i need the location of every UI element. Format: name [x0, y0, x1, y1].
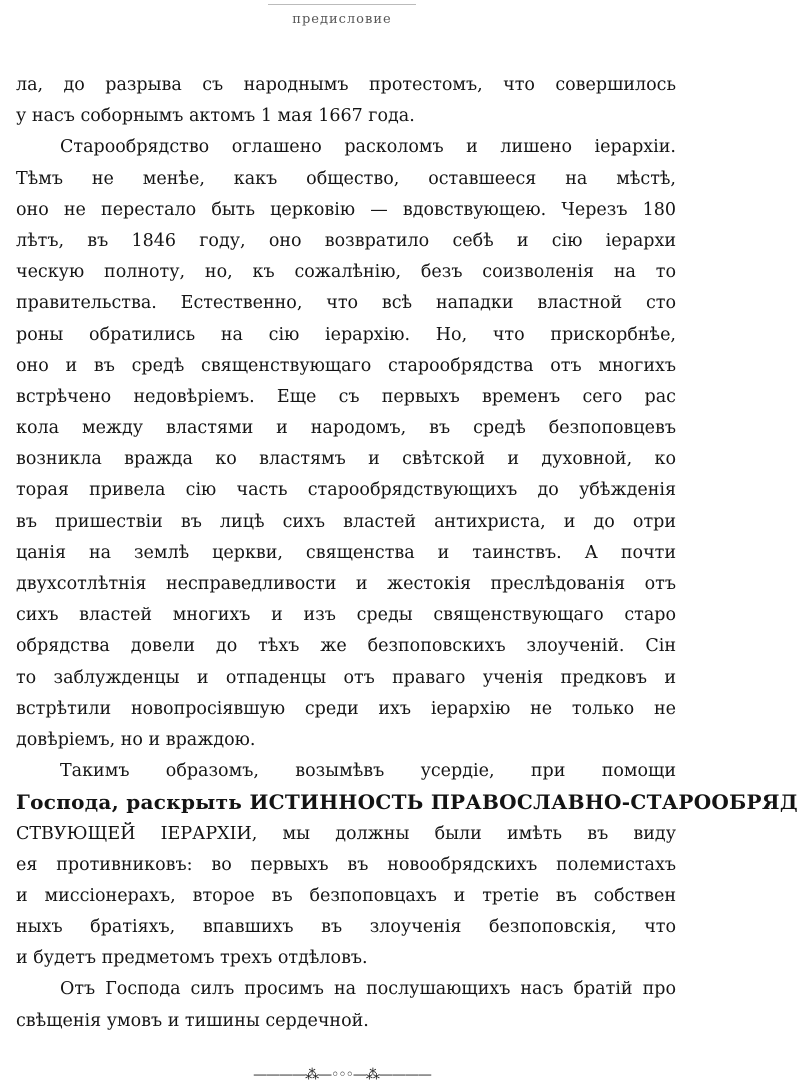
text-line: оно и въ средѣ священствующаго старообрядства отъ многихъ: [16, 355, 676, 376]
text-line: ла, до разрыва съ народнымъ протестомъ, что совершилось: [16, 75, 676, 95]
text-line: роны обратились на сію іерархію. Но, что прискорбнѣе,: [16, 324, 676, 345]
paragraph-start-line: Такимъ образомъ, возымѣвъ усердіе, при помощи: [60, 761, 676, 782]
text-line: встрѣтили новопросіявшую среди ихъ іерархію не только не: [16, 698, 676, 719]
text-line: у насъ соборнымъ актомъ 1 мая 1667 года.: [16, 106, 415, 127]
text-line: торая привела сію часть старообрядствующихъ до убѣжденія: [16, 480, 676, 501]
body-text: [16, 70, 798, 1037]
text-line: правительства. Естественно, что всѣ нападки властной сто: [16, 293, 676, 314]
text-line: лѣтъ, въ 1846 году, оно возвратило себѣ и сію іерархи: [16, 230, 676, 251]
text-line-emphasis: СТВУЮЩЕЙ ІЕРАРХІИ, мы должны были имѣть въ виду: [16, 823, 676, 844]
text-line: и миссіонерахъ, второе въ безпоповцахъ и третіе въ собствен: [16, 885, 676, 906]
text-line: обрядства довели до тѣхъ же безпоповскихъ злоученій. Сін: [16, 636, 676, 657]
paragraph-start-line: Старообрядство оглашено расколомъ и лишено іерархіи.: [60, 137, 676, 158]
text-line: то заблужденцы и отпаденцы отъ праваго ученія предковъ и: [16, 667, 676, 688]
text-line: кола между властями и народомъ, въ средѣ безпоповцевъ: [16, 418, 676, 439]
text-line: двухсотлѣтнія несправедливости и жестокія преслѣдованія отъ: [16, 574, 676, 594]
text-line: ческую полноту, но, къ сожалѣнію, безъ соизволенія на то: [16, 262, 676, 283]
text-line: возникла вражда ко властямъ и свѣтской и духовной, ко: [16, 449, 676, 470]
text-line-emphasis: Господа, раскрыть ИСТИННОСТЬ ПРАВОСЛАВНО-СТАРООБРЯД: [16, 790, 798, 815]
running-header: [0, 12, 684, 27]
text-line: свѣщенія умовъ и тишины сердечной.: [16, 1010, 369, 1031]
text-line: и будетъ предметомъ трехъ отдѣловъ.: [16, 948, 368, 969]
text-line: цанія на землѣ церкви, священства и таинствъ. А почти: [16, 542, 676, 563]
text-line: довѣріемъ, но и враждою.: [16, 729, 256, 750]
text-line: ея противниковъ: во первыхъ въ новообрядскихъ полемистахъ: [16, 854, 676, 875]
header-rule: [268, 4, 416, 5]
paragraph-start-line: Отъ Господа силъ просимъ на послушающихъ насъ братій про: [60, 979, 676, 1000]
text-line: ныхъ братіяхъ, впавшихъ въ злоученія безпоповскія, что: [16, 917, 676, 938]
header-text: предисловие: [292, 12, 392, 27]
text-line: Тѣмъ не менѣе, какъ общество, оставшееся на мѣстѣ,: [16, 168, 676, 189]
ornament-divider: ————⁂—◦◦◦—⁂————: [253, 1067, 431, 1083]
text-line: оно не перестало быть церковію — вдовствующею. Черезъ 180: [16, 199, 676, 220]
text-line: сихъ властей многихъ и изъ среды священствующаго старо: [16, 605, 676, 626]
text-line: встрѣчено недовѣріемъ. Еще съ первыхъ временъ сего рас: [16, 386, 676, 407]
text-line: въ пришествіи въ лицѣ сихъ властей антихриста, и до отри: [16, 511, 676, 532]
